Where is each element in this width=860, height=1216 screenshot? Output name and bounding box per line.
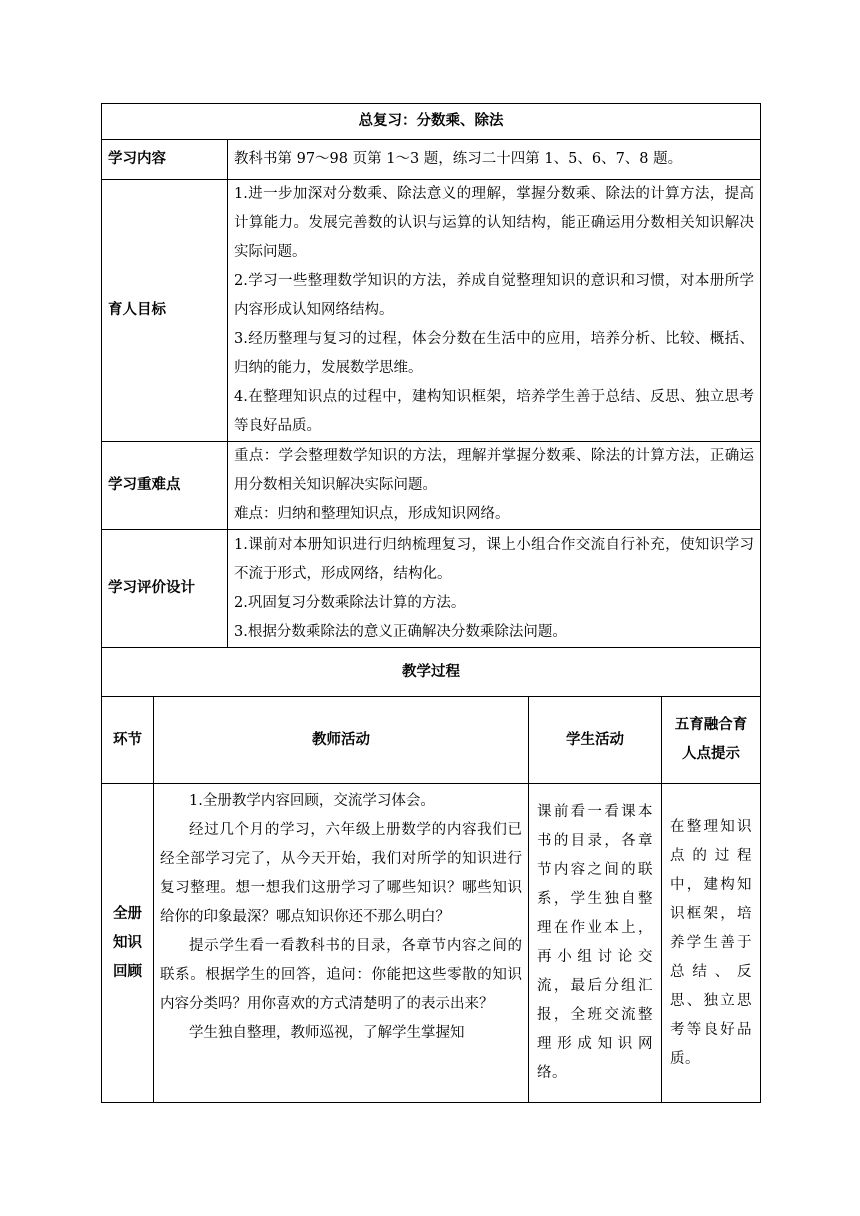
fusion-header: 五育融合育人点提示: [662, 697, 761, 784]
process-header-row: [102, 697, 761, 784]
key-point-item-2: 难点：归纳和整理知识点，形成知识网络。: [234, 506, 510, 522]
teacher-header: 教师活动: [154, 697, 529, 784]
key-points-label: 学习重难点: [102, 442, 228, 530]
teacher-activity-para-2: 经过几个月的学习，六年级上册数学的内容我们已经全部学习完了，从今天开始，我们对所学的知识进行复习整理。想一想我们这册学习了哪些知识？哪些知识给你的印象最深？哪点知识你还不那么明白？: [160, 822, 522, 925]
evaluation-item-3: 3.根据分数乘除法的意义正确解决分数乘除法问题。: [234, 623, 567, 640]
evaluation-row: [102, 530, 761, 648]
process-title: 教学过程: [102, 648, 761, 697]
key-points-cell: [228, 442, 761, 530]
goal-item-3: 3.经历整理与复习的过程，体会分数在生活中的应用，培养分析、比较、概括、归纳的能力，发展数学思维。: [234, 331, 755, 376]
process-row: [102, 784, 761, 1103]
teacher-activity-para-4: 学生独自整理，教师巡视，了解学生掌握知: [189, 1025, 465, 1041]
process-title-row: [102, 648, 761, 697]
teacher-activity-cell: [154, 784, 529, 1103]
fusion-tip-cell: 在整理知识点的过程中，建构知识框架，培养学生善于总结、反思、独立思考等良好品质。: [662, 784, 761, 1103]
teacher-activity-para-3: 提示学生看一看教科书的目录，各章节内容之间的联系。根据学生的回答，追问：你能把这些零散的知识内容分类吗？用你喜欢的方式清楚明了的表示出来？: [160, 938, 522, 1012]
stage-header: 环节: [102, 697, 154, 784]
key-point-item-1: 重点：学会整理数学知识的方法，理解并掌握分数乘、除法的计算方法，正确运用分数相关知识解决实际问题。: [234, 448, 755, 493]
lesson-title: 总复习：分数乘、除法: [102, 104, 761, 140]
stage-cell: 全册知识回顾: [102, 784, 154, 1103]
evaluation-cell: [228, 530, 761, 648]
goals-row: [102, 180, 761, 442]
evaluation-label: 学习评价设计: [102, 530, 228, 648]
key-points-row: [102, 442, 761, 530]
content-text: 教科书第 97～98 页第 1～3 题，练习二十四第 1、5、6、7、8 题。: [228, 140, 761, 180]
content-label: 学习内容: [102, 140, 228, 180]
goal-item-2: 2.学习一些整理数学知识的方法，养成自觉整理知识的意识和习惯，对本册所学内容形成认知网络结构。: [234, 273, 755, 318]
lesson-plan-table: [101, 103, 761, 1103]
title-row: [102, 104, 761, 140]
goals-label: 育人目标: [102, 180, 228, 442]
student-header: 学生活动: [529, 697, 662, 784]
goal-item-4: 4.在整理知识点的过程中，建构知识框架，培养学生善于总结、反思、独立思考等良好品质。: [234, 389, 755, 434]
teacher-activity-para-1: 1.全册教学内容回顾，交流学习体会。: [189, 793, 435, 809]
content-row: [102, 140, 761, 180]
goals-cell: [228, 180, 761, 442]
evaluation-item-2: 2.巩固复习分数乘除法计算的方法。: [234, 594, 466, 611]
student-activity-cell: 课前看一看课本书的目录，各章节内容之间的联系，学生独自整理在作业本上，再小组讨论交流，最后分组汇报，全班交流整理形成知识网络。: [529, 784, 662, 1103]
goal-item-1: 1.进一步加深对分数乘、除法意义的理解，掌握分数乘、除法的计算方法，提高计算能力。发展完善数的认识与运算的认知结构，能正确运用分数相关知识解决实际问题。: [234, 186, 755, 260]
evaluation-item-1: 1.课前对本册知识进行归纳梳理复习，课上小组合作交流自行补充，使知识学习不流于形式，形成网络，结构化。: [234, 536, 755, 582]
